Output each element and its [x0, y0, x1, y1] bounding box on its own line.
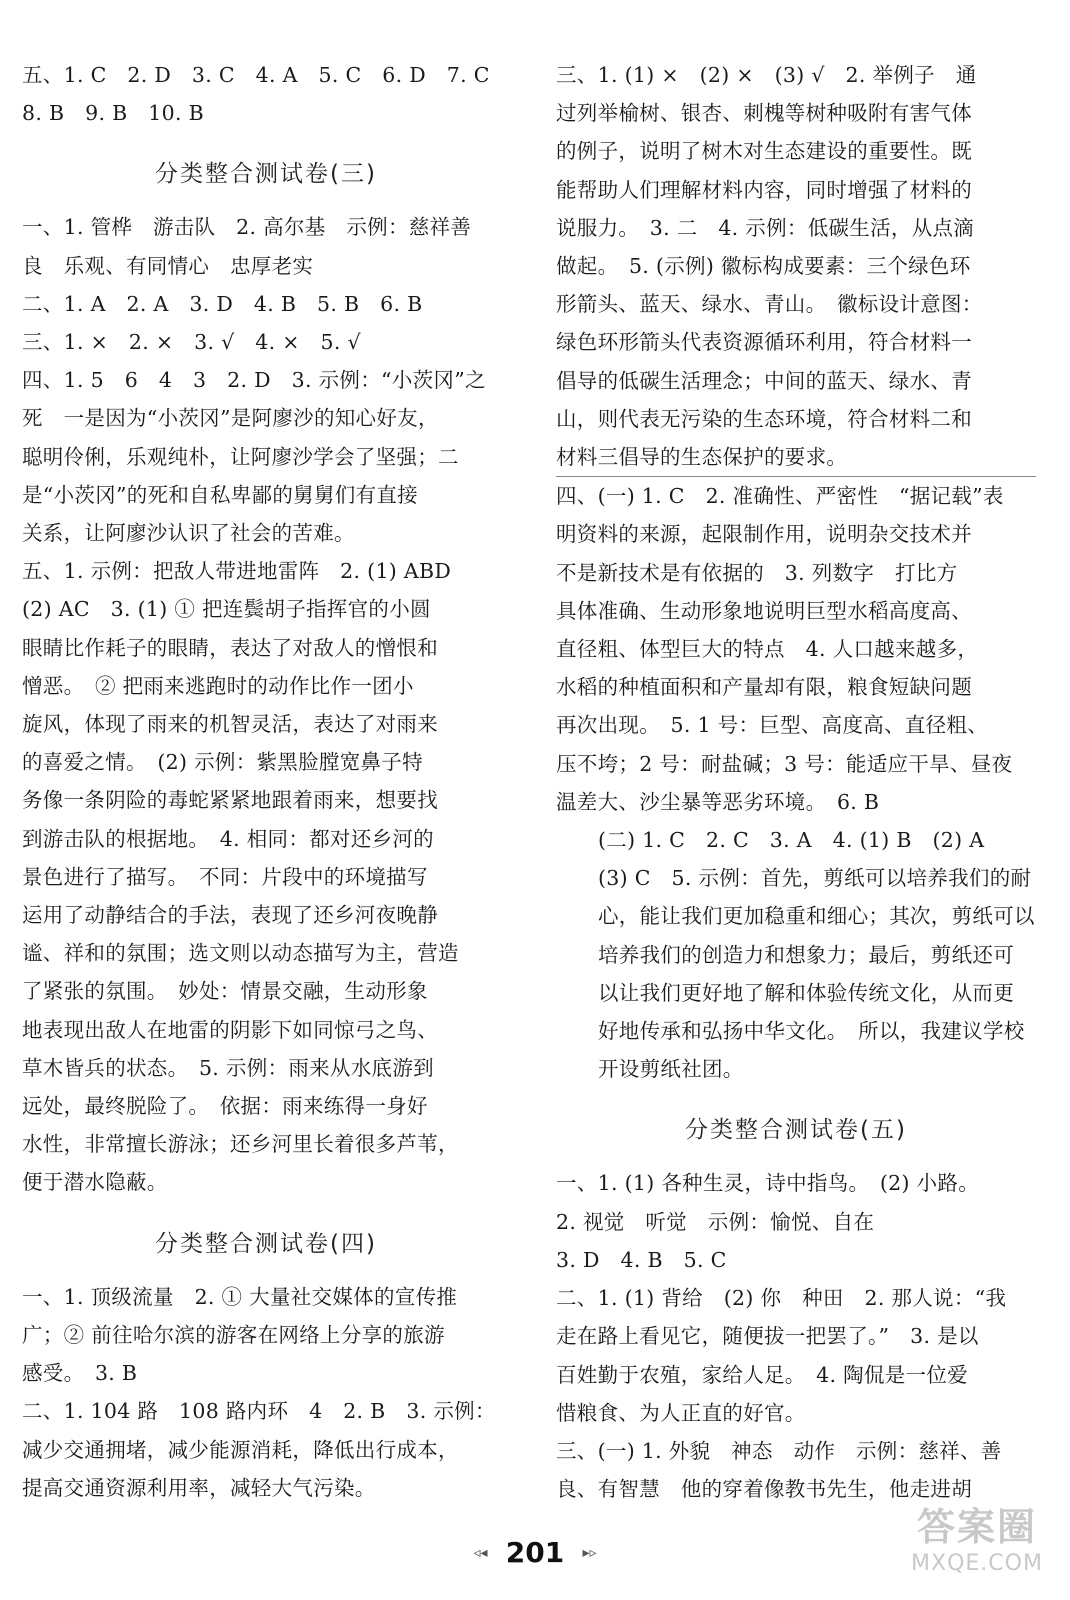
answer-block — [556, 1279, 1036, 1432]
next-page-arrows: ▸▹ — [582, 1544, 597, 1561]
answer-line: 一、1. (1) 各种生灵，诗中指鸟。 (2) 小路。 — [556, 1171, 980, 1196]
answer-block — [556, 56, 1036, 476]
answer-line: 做起。 5. (示例) 徽标构成要素：三个绿色环 — [556, 254, 971, 279]
answer-line: 温差大、沙尘暴等恶劣环境。 6. B — [556, 789, 880, 814]
answer-line: 山，则代表无污染的生态环境，符合材料二和 — [556, 406, 972, 431]
answer-line: 草木皆兵的状态。 5. 示例：雨来从水底游到 — [22, 1055, 434, 1080]
answer-block — [22, 1278, 510, 1393]
answer-block — [556, 477, 1036, 821]
answer-line: 死 一是因为“小茨冈”是阿廖沙的知心好友， — [22, 406, 439, 431]
answer-line: 良、有智慧 他的穿着像教书先生，他走进胡 — [556, 1477, 972, 1502]
answer-line: 的喜爱之情。 (2) 示例：紫黑脸膛宽鼻子特 — [22, 750, 423, 775]
answer-line: 三、1. (1) × (2) × (3) √ 2. 举例子 通 — [556, 63, 977, 87]
answer-line: 五、1. C 2. D 3. C 4. A 5. C 6. D 7. C — [22, 63, 490, 87]
answer-block — [556, 821, 1036, 1088]
answer-block — [22, 1392, 510, 1507]
answer-line: 水性，非常擅长游泳；还乡河里长着很多芦苇， — [22, 1132, 459, 1157]
watermark-url: MXQE.COM — [911, 1551, 1043, 1576]
answer-line: 景色进行了描写。 不同：片段中的环境描写 — [22, 864, 428, 889]
section-title: 分类整合测试卷(四) — [155, 1230, 377, 1257]
answer-line: 一、1. 顶级流量 2. ① 大量社交媒体的宣传推 — [22, 1284, 458, 1309]
answer-line: 聪明伶俐，乐观纯朴，让阿廖沙学会了坚强；二 — [22, 444, 459, 469]
section-title: 分类整合测试卷(五) — [685, 1117, 907, 1144]
right-column — [556, 56, 1036, 1508]
section-title: 分类整合测试卷(三) — [155, 161, 377, 188]
answer-line: 远处，最终脱险了。 依据：雨来练得一身好 — [22, 1094, 428, 1119]
watermark-text: 答案圈 — [916, 1505, 1037, 1549]
answer-line: 运用了动静结合的手法，表现了还乡河夜晚静 — [22, 903, 438, 928]
answer-line: 再次出现。 5. 1 号：巨型、高度高、直径粗、 — [556, 713, 989, 738]
answer-line: 培养我们的创造力和想象力；最后，剪纸还可 — [598, 942, 1014, 967]
answer-line: 务像一条阴险的毒蛇紧紧地跟着雨来，想要找 — [22, 788, 438, 813]
answer-line: 地表现出敌人在地雷的阴影下如同惊弓之鸟、 — [22, 1017, 438, 1042]
answer-line: 开设剪纸社团。 — [598, 1057, 744, 1082]
answer-line: 走在路上看见它，随便拔一把罢了。” 3. 是以 — [556, 1324, 979, 1349]
answer-line: 三、1. × 2. × 3. √ 4. × 5. √ — [22, 330, 361, 355]
answer-line: 眼睛比作耗子的眼睛，表达了对敌人的憎恨和 — [22, 635, 438, 660]
answer-line: 3. D 4. B 5. C — [556, 1247, 727, 1272]
answer-line: 好地传承和弘扬中华文化。 所以，我建议学校 — [598, 1019, 1025, 1044]
answer-line: 材料三倡导的生态保护的要求。 — [556, 445, 848, 470]
answer-line: 具体准确、生动形象地说明巨型水稻高度高、 — [556, 598, 972, 623]
answer-line: 水稻的种植面积和产量却有限，粮食短缺问题 — [556, 675, 972, 700]
answer-line: 说服力。 3. 二 4. 示例：低碳生活，从点滴 — [556, 215, 975, 240]
answer-line: 感受。 3. B — [22, 1361, 138, 1386]
answer-line: 了紧张的氛围。 妙处：情景交融，生动形象 — [22, 979, 428, 1004]
answer-line: 到游击队的根据地。 4. 相同：都对还乡河的 — [22, 826, 434, 851]
answer-block — [22, 208, 510, 284]
answer-block — [22, 552, 510, 1201]
answer-line: 压不垮；2 号：耐盐碱；3 号：能适应干旱、昼夜 — [556, 751, 1013, 776]
answer-line: 明资料的来源，起限制作用，说明杂交技术并 — [556, 522, 972, 547]
answer-line: 谧、祥和的氛围；选文则以动态描写为主，营造 — [22, 941, 459, 966]
answer-line: 二、1. 104 路 108 路内环 4 2. B 3. 示例： — [22, 1399, 496, 1424]
answer-line: 二、1. A 2. A 3. D 4. B 5. B 6. B — [22, 291, 423, 316]
answer-line: 的例子，说明了树木对生态建设的重要性。既 — [556, 139, 972, 164]
answer-line: 心，能让我们更加稳重和细心；其次，剪纸可以 — [598, 904, 1035, 929]
answer-line: 百姓勤于农殖，家给人足。 4. 陶侃是一位爱 — [556, 1362, 968, 1387]
answer-line: 提高交通资源利用率，减轻大气污染。 — [22, 1475, 376, 1500]
answer-line: 直径粗、体型巨大的特点 4. 人口越来越多， — [556, 637, 979, 662]
answer-line: 惜粮食、为人正直的好官。 — [556, 1400, 806, 1425]
answer-line: 减少交通拥堵，减少能源消耗，降低出行成本， — [22, 1437, 459, 1462]
answer-line: (3) C 5. 示例：首先，剪纸可以培养我们的耐 — [598, 866, 1032, 891]
answer-line: 关系，让阿廖沙认识了社会的苦难。 — [22, 521, 355, 546]
answer-line: 形箭头、蓝天、绿水、青山。 徽标设计意图： — [556, 292, 983, 317]
answer-block — [22, 56, 510, 132]
answer-line: (2) AC 3. (1) ① 把连鬓胡子指挥官的小圆 — [22, 597, 431, 622]
answer-line: 绿色环形箭头代表资源循环利用，符合材料一 — [556, 330, 972, 355]
answer-block — [556, 1164, 1036, 1279]
answer-line: (二) 1. C 2. C 3. A 4. (1) B (2) A — [598, 828, 985, 853]
watermark-logo — [902, 1496, 1052, 1586]
answer-line: 广；② 前往哈尔滨的游客在网络上分享的旅游 — [22, 1322, 445, 1347]
answer-line: 一、1. 管桦 游击队 2. 高尔基 示例：慈祥善 — [22, 215, 472, 240]
answer-line: 便于潜水隐蔽。 — [22, 1170, 168, 1195]
answer-block — [22, 361, 510, 552]
answer-line: 五、1. 示例：把敌人带进地雷阵 2. (1) ABD — [22, 559, 452, 584]
answer-block — [22, 323, 510, 361]
answer-line: 四、1. 5 6 4 3 2. D 3. 示例：“小茨冈”之 — [22, 368, 486, 393]
answer-line: 四、(一) 1. C 2. 准确性、严密性 “据记载”表 — [556, 484, 1004, 509]
answer-line: 旋风，体现了雨来的机智灵活，表达了对雨来 — [22, 712, 438, 737]
answer-line: 倡导的低碳生活理念；中间的蓝天、绿水、青 — [556, 368, 972, 393]
answer-line: 8. B 9. B 10. B — [22, 101, 204, 126]
answer-line: 二、1. (1) 背给 (2) 你 种田 2. 那人说：“我 — [556, 1286, 1007, 1311]
answer-line: 2. 视觉 听觉 示例：愉悦、自在 — [556, 1209, 875, 1234]
answer-line: 以让我们更好地了解和体验传统文化，从而更 — [598, 980, 1014, 1005]
answer-line: 过列举榆树、银杏、刺槐等树种吸附有害气体 — [556, 101, 972, 126]
answer-line: 三、(一) 1. 外貌 神态 动作 示例：慈祥、善 — [556, 1438, 1002, 1463]
prev-page-arrows: ◃◂ — [473, 1544, 488, 1561]
answer-line: 良 乐观、有同情心 忠厚老实 — [22, 253, 314, 278]
page-number: 201 — [505, 1536, 565, 1569]
answer-line: 不是新技术是有依据的 3. 列数字 打比方 — [556, 560, 958, 585]
answer-line: 能帮助人们理解材料内容，同时增强了材料的 — [556, 177, 972, 202]
answer-line: 是“小茨冈”的死和自私卑鄙的舅舅们有直接 — [22, 482, 418, 507]
left-column — [22, 56, 510, 1507]
answer-line: 憎恶。 ② 把雨来逃跑时的动作比作一团小 — [22, 673, 414, 698]
answer-block — [22, 285, 510, 323]
